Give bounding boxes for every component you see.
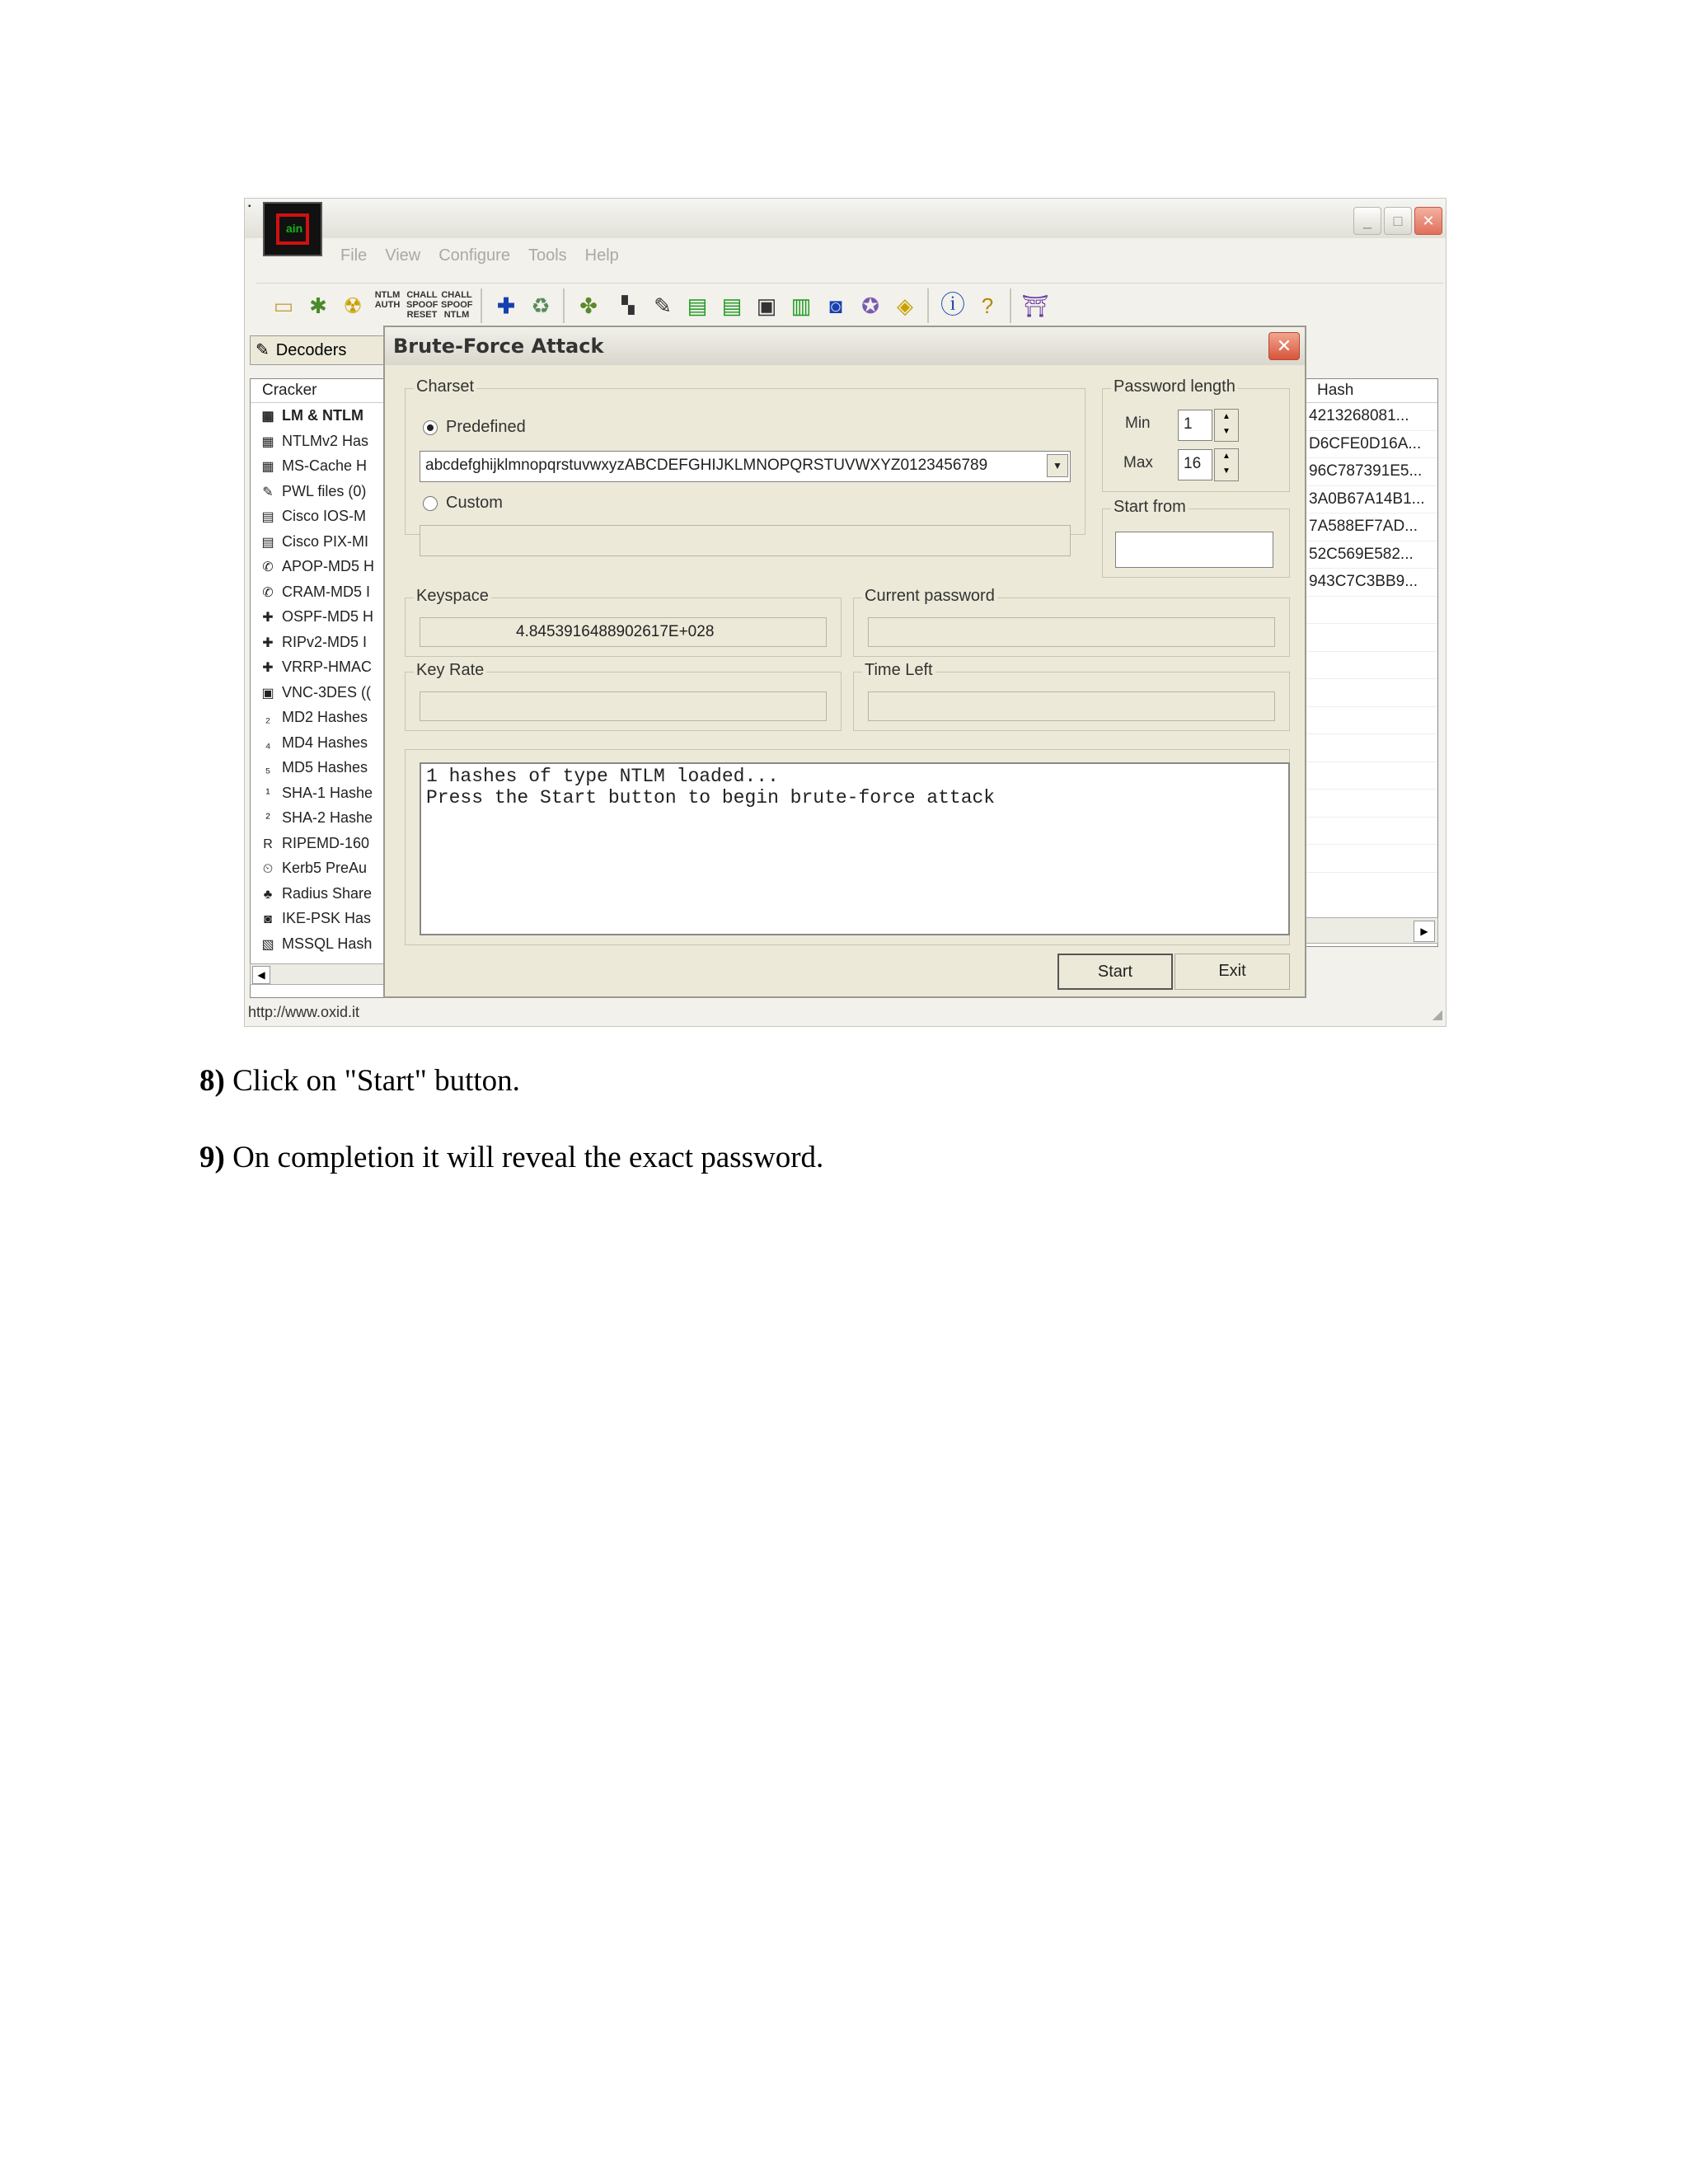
- hash-type-icon: ¹: [265, 786, 270, 801]
- hash-row[interactable]: 4213268081...: [1306, 403, 1437, 431]
- start-from-input[interactable]: [1115, 532, 1273, 568]
- predefined-charset-value: abcdefghijklmnopqrstuvwxyzABCDEFGHIJKLMNOPQRSTUVWXYZ0123456789: [425, 457, 988, 474]
- time-left-label: Time Left: [862, 661, 935, 680]
- cain-logo: [263, 202, 322, 256]
- predefined-label: Predefined: [446, 418, 526, 436]
- hash-list: [1305, 378, 1438, 947]
- cracker-item[interactable]: [251, 453, 397, 479]
- dialog-title: Brute-Force Attack: [385, 327, 1305, 365]
- screenshot-cain: [244, 198, 1447, 1027]
- toolbar-separator: [1010, 288, 1011, 323]
- hash-type-icon: ▦: [261, 434, 274, 449]
- radio-empty-icon: [423, 496, 438, 511]
- resize-grip-icon[interactable]: ◢: [1432, 1008, 1442, 1022]
- cracker-item[interactable]: [251, 604, 397, 630]
- hash-type-icon: ✚: [262, 611, 274, 625]
- hash-type-icon: ♣: [263, 887, 273, 902]
- cracker-item[interactable]: [251, 429, 397, 454]
- empty-row: [1306, 679, 1437, 707]
- minimize-icon[interactable]: _: [1353, 207, 1381, 235]
- custom-charset-input[interactable]: [420, 525, 1071, 556]
- empty-row: [1306, 790, 1437, 818]
- max-spinner-icon[interactable]: ▲ ▼: [1214, 448, 1239, 481]
- empty-row: [1306, 624, 1437, 652]
- cracker-item[interactable]: [251, 403, 397, 429]
- step-8: [199, 1063, 520, 1099]
- cracker-item-label: OSPF-MD5 H: [282, 608, 374, 625]
- cracker-item[interactable]: [251, 831, 397, 856]
- cracker-header: Cracker: [251, 379, 397, 403]
- scroll-left-icon[interactable]: ◀: [252, 966, 270, 984]
- brute-force-dialog: [383, 326, 1306, 998]
- key-rate-label: Key Rate: [414, 661, 486, 680]
- close-window-icon[interactable]: ✕: [1414, 207, 1442, 235]
- toolbar-separator: [481, 288, 482, 323]
- hash-type-icon: ²: [265, 812, 270, 826]
- empty-row: [1306, 597, 1437, 625]
- cracker-item-label: Radius Share: [282, 884, 373, 902]
- decoders-icon: ✎: [256, 341, 270, 359]
- radiation-icon[interactable]: ☢: [343, 293, 363, 318]
- cracker-item-label: Kerb5 PreAu: [282, 860, 368, 876]
- menu-view[interactable]: View: [385, 246, 421, 265]
- cracker-item[interactable]: [251, 755, 397, 780]
- logo-text: ain: [286, 222, 303, 235]
- menu-bar: [340, 246, 619, 271]
- menu-tools[interactable]: Tools: [528, 246, 567, 265]
- hash-calculator-icon[interactable]: ◙: [829, 293, 842, 318]
- keyspace-value: 4.8453916488902617E+028: [420, 617, 827, 647]
- menu-file[interactable]: File: [340, 246, 368, 265]
- cracker-item[interactable]: [251, 931, 397, 957]
- cracker-item-label: VRRP-HMAC: [282, 658, 373, 675]
- menu-configure[interactable]: Configure: [438, 246, 510, 265]
- radio-selected-icon: [423, 420, 438, 435]
- cracker-item-label: APOP-MD5 H: [282, 558, 375, 574]
- empty-row: [1306, 734, 1437, 762]
- hash-type-icon: ▦: [261, 460, 274, 474]
- hash-type-icon: ✆: [262, 585, 274, 600]
- hash-type-icon: R: [263, 837, 273, 851]
- time-left-value: [868, 691, 1275, 721]
- cracker-item-label: MD2 Hashes: [282, 709, 368, 725]
- hash-type-icon: ✎: [262, 485, 274, 499]
- keyspace-label: Keyspace: [414, 587, 491, 606]
- cracker-item[interactable]: [251, 579, 397, 605]
- min-label: Min: [1125, 415, 1151, 432]
- hash-row[interactable]: 52C569E582...: [1306, 541, 1437, 569]
- toolbar: [256, 283, 1443, 328]
- lsa-icon[interactable]: ▥: [790, 293, 812, 318]
- exit-button[interactable]: Exit: [1175, 954, 1290, 990]
- min-spinner-icon[interactable]: ▲ ▼: [1214, 409, 1239, 442]
- cracker-item[interactable]: [251, 529, 397, 555]
- chall-spoof-reset-icon[interactable]: CHALL SPOOF RESET: [406, 290, 438, 320]
- cracker-item[interactable]: [251, 654, 397, 680]
- cracker-item[interactable]: [251, 504, 397, 529]
- cracker-item-label: SHA-2 Hashe: [282, 809, 373, 826]
- key-rate-value: [420, 691, 827, 721]
- log-line: Press the Start button to begin brute-force attack: [426, 787, 996, 808]
- start-button[interactable]: Start: [1057, 954, 1173, 990]
- cracker-item-label: RIPv2-MD5 I: [282, 633, 368, 650]
- cracker-item[interactable]: [251, 479, 397, 504]
- cracker-item-label: Cisco IOS-M: [282, 508, 367, 524]
- step-text: On completion it will reveal the exact password.: [224, 1141, 824, 1174]
- current-password-value: [868, 617, 1275, 647]
- cracker-item[interactable]: [251, 680, 397, 705]
- max-length-input[interactable]: 16: [1178, 449, 1212, 480]
- cracker-item-label: SHA-1 Hashe: [282, 784, 373, 801]
- predefined-radio[interactable]: [423, 418, 526, 437]
- traceroute-icon[interactable]: ✪: [861, 293, 879, 318]
- toolbar-separator: [563, 288, 565, 323]
- toolbar-separator: [927, 288, 929, 323]
- menu-help[interactable]: Help: [584, 246, 619, 265]
- wizard-icon[interactable]: ✎: [654, 293, 672, 318]
- hash-header: Hash: [1306, 379, 1437, 403]
- hash-type-icon: ₂: [265, 711, 271, 725]
- hash-row[interactable]: D6CFE0D16A...: [1306, 431, 1437, 459]
- hash-type-icon: ▣: [261, 686, 274, 701]
- password-length-label: Password length: [1111, 377, 1238, 396]
- rdp-icon[interactable]: ▣: [756, 293, 777, 318]
- certificate-icon[interactable]: ✤: [579, 293, 598, 318]
- hash-type-icon: ▤: [261, 510, 274, 524]
- hash-type-icon: ₅: [265, 762, 271, 776]
- hash-type-icon: ✚: [262, 635, 274, 650]
- cracker-item[interactable]: [251, 805, 397, 831]
- right-scrollbar[interactable]: [1305, 917, 1438, 944]
- log-line: 1 hashes of type NTLM loaded...: [426, 766, 779, 787]
- base64-icon[interactable]: ▚: [621, 297, 635, 315]
- log-output: [420, 762, 1290, 935]
- min-length-input[interactable]: 1: [1178, 410, 1212, 441]
- cracker-item[interactable]: [251, 730, 397, 756]
- charset-label: Charset: [414, 377, 476, 396]
- cracker-item[interactable]: [251, 881, 397, 907]
- chevron-down-icon[interactable]: ▼: [1047, 454, 1068, 477]
- hash-type-icon: ▧: [261, 937, 274, 952]
- cracker-item-label: MD5 Hashes: [282, 759, 368, 776]
- start-from-label: Start from: [1111, 498, 1189, 517]
- hash-row[interactable]: 3A0B67A14B1...: [1306, 486, 1437, 514]
- ntlm-auth-icon[interactable]: NTLM AUTH: [374, 290, 401, 310]
- system-menu-icon[interactable]: ▪: [248, 202, 251, 211]
- hash-type-icon: ▤: [261, 535, 274, 550]
- cracker-item-label: MS-Cache H: [282, 457, 368, 474]
- cracker-tree: [250, 378, 398, 998]
- step-text: Click on "Start" button.: [224, 1064, 520, 1098]
- info-icon[interactable]: ⓘ: [940, 292, 965, 319]
- cracker-item-label: VNC-3DES ((: [282, 683, 372, 701]
- maximize-icon[interactable]: □: [1384, 207, 1412, 235]
- hash-type-icon: ▦: [261, 410, 274, 424]
- cracker-item-label: PWL files (0): [282, 482, 367, 499]
- left-scrollbar[interactable]: [250, 963, 398, 985]
- cracker-item[interactable]: [251, 705, 397, 730]
- hash-row[interactable]: 7A588EF7AD...: [1306, 513, 1437, 541]
- tab-decoders-label: Decoders: [275, 341, 347, 359]
- exit-door-icon[interactable]: ⛩: [1021, 293, 1049, 318]
- empty-row: [1306, 845, 1437, 873]
- step-9: [199, 1140, 823, 1175]
- cracker-item[interactable]: [251, 855, 397, 881]
- hash-type-icon: ₄: [265, 736, 271, 751]
- hash-row[interactable]: 943C7C3BB9...: [1306, 569, 1437, 597]
- hash-type-icon: ✚: [262, 661, 274, 675]
- custom-label: Custom: [446, 494, 503, 512]
- cracker-item[interactable]: [251, 780, 397, 806]
- step-number: 9): [199, 1141, 225, 1174]
- dialog-close-icon[interactable]: ✕: [1268, 332, 1300, 360]
- max-label: Max: [1123, 454, 1153, 471]
- cracker-item[interactable]: [251, 906, 397, 931]
- cracker-item-label: MSSQL Hash: [282, 935, 373, 952]
- cracker-item-label: CRAM-MD5 I: [282, 583, 370, 600]
- empty-row: [1306, 762, 1437, 790]
- sniffer-icon[interactable]: ✱: [309, 293, 327, 318]
- open-folder-icon[interactable]: ▭: [273, 293, 294, 318]
- custom-radio[interactable]: [423, 494, 503, 513]
- current-password-label: Current password: [862, 587, 997, 606]
- predefined-charset-select[interactable]: [420, 451, 1071, 482]
- cracker-item[interactable]: [251, 554, 397, 579]
- cracker-item-label: MD4 Hashes: [282, 733, 368, 751]
- empty-row: [1306, 707, 1437, 735]
- empty-row: [1306, 818, 1437, 846]
- cracker-item-label: LM & NTLM: [282, 407, 363, 424]
- app-titlebar: [245, 199, 1447, 238]
- status-bar: http://www.oxid.it: [248, 1004, 360, 1020]
- cisco-type7-icon[interactable]: ▤: [687, 293, 708, 318]
- add-icon[interactable]: ✚: [497, 293, 515, 318]
- cracker-item-label: NTLMv2 Has: [282, 432, 369, 449]
- cracker-item-label: Cisco PIX-MI: [282, 532, 369, 550]
- vnc-icon[interactable]: ▤: [721, 293, 743, 318]
- reverse-icon[interactable]: ◈: [897, 293, 913, 318]
- hash-type-icon: ◙: [264, 912, 272, 926]
- tab-decoders[interactable]: [250, 335, 390, 365]
- empty-row: [1306, 652, 1437, 680]
- hash-type-icon: ✆: [262, 560, 274, 574]
- cracker-item-label: RIPEMD-160: [282, 834, 370, 851]
- window-controls: [1353, 207, 1442, 235]
- chall-spoof-ntlm-icon[interactable]: CHALL SPOOF NTLM: [441, 290, 473, 320]
- scroll-right-icon[interactable]: ▶: [1414, 921, 1435, 942]
- cracker-item[interactable]: [251, 630, 397, 655]
- cracker-item-label: IKE-PSK Has: [282, 910, 372, 926]
- hash-row[interactable]: 96C787391E5...: [1306, 458, 1437, 486]
- help-icon[interactable]: ?: [981, 293, 994, 318]
- hash-type-icon: ⏲: [262, 862, 274, 876]
- step-number: 8): [199, 1064, 225, 1098]
- remove-icon[interactable]: ♻: [531, 293, 551, 318]
